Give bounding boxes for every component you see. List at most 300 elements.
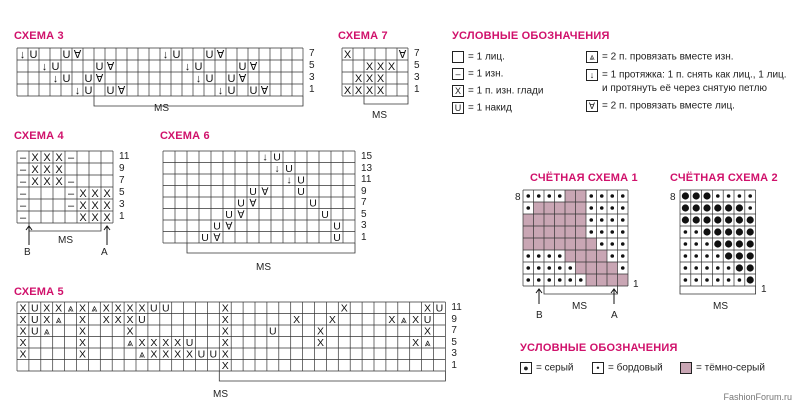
schema-7-stitch: X — [365, 61, 374, 73]
schema-5-stitch: X — [174, 337, 182, 349]
counting-2-burgundy-dot — [684, 278, 688, 282]
legend-skp-line2: и протянуть её через снятую петлю — [602, 83, 767, 94]
schema-3-stitch: U — [84, 85, 93, 97]
schema-4-stitch: – — [19, 152, 27, 164]
schema-7-stitch: ∀ — [398, 49, 407, 61]
schema-5-stitch: X — [78, 348, 86, 361]
schema-5-stitch: X — [126, 302, 134, 315]
counting-2-gray-dot — [736, 264, 743, 271]
counting-1-burgundy-dot — [621, 242, 625, 246]
legend-darkgray: = тёмно-серый — [680, 362, 765, 375]
schema-4-b-label: B — [24, 247, 31, 258]
counting-1-burgundy-dot — [558, 194, 562, 198]
schema-6-stitch: U — [249, 186, 257, 198]
counting-1-a-label: A — [611, 310, 618, 321]
schema-5-stitch: ⩓ — [138, 348, 145, 361]
counting-2-gray-dot — [725, 228, 732, 235]
counting-1-darkgray-cell — [523, 226, 534, 238]
schema-5-stitch: X — [19, 348, 27, 361]
schema-5-stitch: ⩓ — [43, 325, 50, 338]
schema-3-row-3: 3 — [309, 72, 315, 83]
schema-3-stitch: ↓ — [184, 61, 191, 73]
counting-1-b-label: B — [536, 310, 543, 321]
counting-1-darkgray-cell — [576, 250, 587, 262]
schema-5-stitch: X — [150, 337, 158, 349]
counting-1-darkgray-cell — [565, 238, 576, 250]
schema-6-ms-bracket — [187, 243, 355, 253]
schema-4-ms-bracket — [29, 223, 101, 231]
schema-4-stitch: X — [31, 164, 39, 176]
counting-2-gray-dot — [736, 204, 743, 211]
schema-4-stitch: X — [79, 212, 87, 224]
schema-5-stitch: X — [43, 302, 51, 315]
schema-5-stitch: U — [185, 337, 194, 349]
counting-1-burgundy-dot — [547, 194, 551, 198]
schema-4-stitch: X — [43, 176, 51, 188]
schema-4-stitch: X — [31, 176, 39, 188]
counting-1-darkgray-cell — [576, 262, 587, 274]
small-dot-icon: • — [592, 362, 604, 374]
counting-2-gray-dot — [747, 216, 754, 223]
schema-5-stitch: X — [43, 314, 51, 326]
schema-6-stitch: U — [273, 151, 281, 164]
schema-5-row-3: 3 — [451, 348, 457, 359]
schema-5-stitch: X — [126, 325, 134, 338]
schema-5-stitch: U — [435, 302, 444, 315]
schema-5-stitch: X — [293, 314, 301, 326]
schema-5-stitch: X — [78, 337, 86, 349]
schema-4-stitch: – — [67, 152, 75, 164]
counting-2-burgundy-dot — [694, 278, 698, 282]
counting-1-darkgray-cell — [597, 262, 608, 274]
counting-2-burgundy-dot — [716, 194, 720, 198]
counting-2-gray-dot — [725, 252, 732, 259]
schema-5-title: СХЕМА 5 — [14, 286, 64, 298]
v-arrow-symbol-icon: ∀ — [586, 100, 598, 112]
schema-6-stitch: U — [285, 163, 293, 175]
schema-5-stitch: X — [78, 302, 86, 315]
schema-7-stitch: X — [365, 85, 374, 97]
counting-2-ms-label: MS — [713, 301, 728, 312]
counting-1-burgundy-dot — [621, 266, 625, 270]
schema-6-row-1: 1 — [361, 231, 367, 243]
counting-2-row-8: 8 — [670, 192, 676, 203]
schema-5-stitch: U — [423, 314, 432, 326]
schema-4-stitch: X — [79, 200, 87, 212]
schema-5-stitch: X — [19, 302, 27, 315]
schema-7-stitch: X — [343, 85, 352, 97]
schema-3-stitch: U — [227, 73, 236, 85]
schema-3-stitch: U — [205, 73, 214, 85]
counting-1-burgundy-dot — [610, 218, 614, 222]
schema-5-stitch: U — [209, 348, 218, 361]
schema-6-stitch: ∀ — [213, 232, 221, 244]
counting-1-darkgray-cell — [576, 214, 587, 226]
counting-1-burgundy-dot — [547, 266, 551, 270]
schema-5-stitch: X — [221, 314, 229, 326]
schema-4-stitch: – — [19, 212, 27, 224]
schema-6-stitch: U — [333, 220, 341, 233]
schema-5-stitch: ⩓ — [127, 337, 134, 349]
schema-7-stitch: X — [387, 61, 396, 73]
counting-1-burgundy-dot — [568, 278, 572, 282]
counting-1-darkgray-cell — [555, 226, 566, 238]
counting-1-burgundy-dot — [600, 218, 604, 222]
schema-5-stitch: X — [19, 337, 27, 349]
counting-1-burgundy-dot — [526, 194, 530, 198]
schema-3-stitch: ↓ — [74, 85, 81, 97]
schema-5-stitch: ⩓ — [67, 302, 74, 315]
counting-2-burgundy-dot — [727, 278, 731, 282]
schema-3-stitch: U — [62, 73, 71, 85]
schema-4-stitch: – — [19, 200, 27, 212]
counting-2-gray-dot — [736, 216, 743, 223]
schema-6-row-9: 9 — [361, 185, 367, 197]
counting-1-burgundy-dot — [600, 230, 604, 234]
counting-1-burgundy-dot — [600, 206, 604, 210]
counting-2-gray-dot — [682, 192, 689, 199]
schema-6-ms-label: MS — [256, 262, 271, 273]
schema-4-ms-label: MS — [58, 235, 73, 246]
counting-2-gray-dot — [714, 240, 721, 247]
schema-3-stitch: ∀ — [238, 73, 247, 85]
counting-1-burgundy-dot — [589, 218, 593, 222]
counting-schema-1-title: СЧЁТНАЯ СХЕМА 1 — [530, 172, 638, 184]
counting-2-ms-bracket — [680, 286, 756, 294]
counting-1-darkgray-cell — [544, 226, 555, 238]
schema-6-stitch: U — [297, 174, 305, 187]
counting-1-burgundy-dot — [610, 194, 614, 198]
schema-4-stitch: X — [91, 188, 99, 200]
schema-3-stitch: U — [172, 49, 181, 61]
schema-5-ms-label: MS — [213, 389, 228, 400]
counting-2-burgundy-dot — [738, 278, 742, 282]
schema-4-row-7: 7 — [119, 175, 125, 186]
schema-5-stitch: U — [197, 348, 206, 361]
counting-1-darkgray-cell — [565, 250, 576, 262]
counting-1-darkgray-cell — [586, 274, 597, 286]
schema-3-ms-label: MS — [154, 103, 169, 114]
counting-2-gray-dot — [736, 228, 743, 235]
schema-5-row-7: 7 — [451, 325, 457, 336]
counting-2-gray-dot — [703, 216, 710, 223]
counting-1-darkgray-cell — [565, 226, 576, 238]
counting-2-gray-dot — [693, 216, 700, 223]
counting-1-burgundy-dot — [537, 254, 541, 258]
schema-3-row-7: 7 — [309, 48, 315, 59]
schema-5-stitch: X — [412, 314, 420, 326]
schema-3-stitch: ∀ — [260, 85, 269, 97]
schema-3-row-5: 5 — [309, 60, 315, 71]
counting-2-burgundy-dot — [748, 206, 752, 210]
legend-purl: – = 1 изн. — [452, 68, 503, 81]
schema-5-stitch: X — [186, 348, 194, 361]
counting-2-gray-dot — [703, 192, 710, 199]
yarn-over-symbol-icon: U — [452, 102, 464, 114]
counting-1-burgundy-dot — [568, 266, 572, 270]
schema-5-stitch: X — [162, 348, 170, 361]
counting-1-darkgray-cell — [597, 274, 608, 286]
counting-2-burgundy-dot — [694, 242, 698, 246]
counting-2-burgundy-dot — [705, 278, 709, 282]
schema-6-stitch: U — [237, 197, 245, 210]
schema-4-stitch: X — [79, 188, 87, 200]
schema-4-row-11: 11 — [119, 151, 130, 162]
counting-1-row-1: 1 — [633, 279, 639, 290]
schema-4-stitch: – — [19, 176, 27, 188]
schema-5-stitch: X — [221, 337, 229, 349]
counting-1-burgundy-dot — [610, 242, 614, 246]
schema-3-stitch: U — [62, 49, 71, 61]
schema-4-a-label: A — [101, 247, 108, 258]
schema-5-row-1: 1 — [451, 359, 457, 371]
counting-1-darkgray-cell — [586, 238, 597, 250]
counting-2-gray-dot — [714, 204, 721, 211]
schema-4-stitch: – — [67, 176, 75, 188]
counting-1-ms-label: MS — [572, 301, 587, 312]
schema-4-stitch: X — [103, 200, 111, 212]
counting-1-darkgray-cell — [597, 250, 608, 262]
schema-3-stitch: ∀ — [117, 85, 126, 97]
schema-7-stitch: X — [376, 85, 385, 97]
schema-3-stitch: U — [95, 61, 104, 73]
schema-6-stitch: ↓ — [274, 163, 280, 175]
counting-2-burgundy-dot — [694, 230, 698, 234]
counting-1-burgundy-dot — [537, 278, 541, 282]
counting-1-darkgray-cell — [565, 202, 576, 214]
schema-6-stitch: ∀ — [261, 186, 269, 198]
schema-6-stitch: ↓ — [262, 151, 268, 164]
counting-1-burgundy-dot — [621, 230, 625, 234]
counting-2-burgundy-dot — [727, 194, 731, 198]
counting-2-gray-dot — [682, 216, 689, 223]
schema-7-row-1: 1 — [414, 84, 420, 95]
schema-3-stitch: U — [227, 85, 236, 97]
schema-5-stitch: X — [316, 337, 324, 349]
schema-5-stitch: X — [162, 337, 170, 349]
schema-5-stitch: X — [340, 302, 348, 315]
counting-2-burgundy-dot — [684, 254, 688, 258]
schema-3-stitch: U — [106, 85, 115, 97]
counting-1-burgundy-dot — [621, 194, 625, 198]
schema-6-stitch: ∀ — [225, 220, 233, 233]
schema-5-row-5: 5 — [451, 336, 457, 348]
schema-5-stitch: X — [126, 314, 134, 326]
schema-5-stitch: U — [269, 325, 277, 338]
counting-2-gray-dot — [703, 204, 710, 211]
counting-1-darkgray-cell — [586, 262, 597, 274]
counting-1-burgundy-dot — [610, 254, 614, 258]
counting-1-burgundy-dot — [526, 254, 530, 258]
triangle-symbol-icon: ⩓ — [586, 51, 598, 63]
counting-1-darkgray-cell — [607, 262, 618, 274]
schema-4-title: СХЕМА 4 — [14, 130, 64, 142]
counting-1-burgundy-dot — [526, 266, 530, 270]
counting-2-gray-dot — [703, 228, 710, 235]
schema-5-stitch: ⩓ — [91, 302, 98, 315]
schema-5-stitch: U — [31, 314, 39, 326]
schema-6-row-13: 13 — [361, 162, 373, 174]
counting-2-gray-dot — [714, 228, 721, 235]
schema-3-stitch: U — [29, 49, 38, 61]
counting-1-burgundy-dot — [558, 254, 562, 258]
counting-2-burgundy-dot — [738, 194, 742, 198]
counting-2-gray-dot — [725, 204, 732, 211]
schema-5-stitch: X — [316, 325, 324, 338]
schema-3-row-1: 1 — [309, 84, 315, 95]
schema-5-stitch: X — [138, 337, 146, 349]
counting-2-burgundy-dot — [684, 242, 688, 246]
counting-1-burgundy-dot — [558, 266, 562, 270]
schema-6-stitch: U — [297, 186, 305, 198]
counting-1-darkgray-cell — [576, 190, 587, 202]
schema-4-stitch: X — [31, 152, 39, 164]
schema-4-stitch: X — [43, 152, 51, 164]
schema-3-ms-bracket — [94, 96, 303, 106]
schema-7-title: СХЕМА 7 — [338, 30, 388, 42]
schema-5-stitch: X — [19, 314, 27, 326]
schema-4-row-5: 5 — [119, 187, 125, 198]
counting-2-row-1: 1 — [761, 284, 767, 295]
schema-5-stitch: X — [424, 302, 432, 315]
schema-5-stitch: X — [221, 348, 229, 361]
counting-2-burgundy-dot — [716, 254, 720, 258]
schema-6-stitch: ∀ — [249, 197, 257, 210]
legend-title: УСЛОВНЫЕ ОБОЗНАЧЕНИЯ — [452, 30, 610, 42]
schema-6-stitch: U — [333, 232, 341, 244]
counting-1-darkgray-cell — [544, 238, 555, 250]
schema-3-stitch: ∀ — [106, 61, 115, 73]
schema-5-stitch: X — [114, 302, 122, 315]
counting-2-gray-dot — [747, 252, 754, 259]
schema-6-stitch: U — [321, 209, 329, 221]
schema-6-row-5: 5 — [361, 208, 367, 220]
schema-5-stitch: ⩓ — [55, 314, 62, 326]
schema-4-stitch: – — [19, 164, 27, 176]
schema-3-stitch: ∀ — [216, 49, 225, 61]
schema-5-row-9: 9 — [451, 313, 457, 325]
schema-4-stitch: X — [91, 200, 99, 212]
schema-3-stitch: ∀ — [95, 73, 104, 85]
counting-2-burgundy-dot — [694, 266, 698, 270]
counting-1-darkgray-cell — [534, 202, 545, 214]
schema-3-stitch: U — [249, 85, 258, 97]
legend-twisted: X = 1 п. изн. глади — [452, 85, 543, 98]
schema-4-stitch: – — [19, 188, 27, 200]
counting-1-darkgray-cell — [576, 238, 587, 250]
schema-4-row-1: 1 — [119, 211, 125, 222]
schema-5-stitch: U — [31, 302, 39, 315]
counting-1-ms-bracket — [544, 286, 618, 294]
schema-5-stitch: ⩓ — [424, 337, 431, 349]
schema-6-row-11: 11 — [361, 174, 372, 185]
legend-knit: = 1 лиц. — [452, 51, 505, 64]
counting-2-burgundy-dot — [748, 194, 752, 198]
counting-2-burgundy-dot — [684, 266, 688, 270]
schema-7-stitch: X — [354, 85, 363, 97]
counting-2-gray-dot — [747, 240, 754, 247]
schema-6-row-15: 15 — [361, 151, 373, 162]
schema-6-stitch: ↓ — [286, 174, 292, 187]
schema-3-stitch: ↓ — [41, 61, 48, 73]
counting-2-gray-dot — [725, 216, 732, 223]
counting-1-darkgray-cell — [523, 238, 534, 250]
schema-5-stitch: ⩓ — [400, 314, 407, 326]
schema-3-stitch: U — [194, 61, 203, 73]
schema-5-stitch: X — [138, 302, 146, 315]
schema-4-stitch: – — [67, 188, 75, 200]
counting-2-gray-dot — [747, 276, 754, 283]
counting-1-burgundy-dot — [621, 218, 625, 222]
schema-5-stitch: X — [78, 325, 86, 338]
schema-5-stitch: X — [221, 302, 229, 315]
counting-2-gray-dot — [714, 216, 721, 223]
counting-2-gray-dot — [693, 204, 700, 211]
counting-1-burgundy-dot — [589, 230, 593, 234]
schema-4-row-3: 3 — [119, 199, 125, 210]
counting-1-darkgray-cell — [618, 274, 629, 286]
counting-2-burgundy-dot — [705, 254, 709, 258]
counting-schema-2-title: СЧЁТНАЯ СХЕМА 2 — [670, 172, 778, 184]
counting-2-gray-dot — [682, 204, 689, 211]
counting-1-burgundy-dot — [547, 254, 551, 258]
schema-5-stitch: U — [31, 325, 39, 338]
schema-3-stitch: ↓ — [19, 49, 26, 61]
schema-4-stitch: X — [103, 188, 111, 200]
schema-5-stitch: X — [174, 348, 182, 361]
schema-7-row-7: 7 — [414, 48, 420, 59]
schema-3-stitch: ∀ — [73, 49, 82, 61]
schema-5-stitch: X — [19, 325, 27, 338]
schema-6-title: СХЕМА 6 — [160, 130, 210, 142]
counting-1-darkgray-cell — [534, 238, 545, 250]
counting-2-gray-dot — [747, 264, 754, 271]
schema-6-stitch: U — [201, 232, 209, 244]
counting-1-darkgray-cell — [544, 214, 555, 226]
counting-2-gray-dot — [747, 228, 754, 235]
schema-7-row-5: 5 — [414, 60, 420, 71]
schema-3-stitch: ↓ — [195, 73, 202, 85]
schema-4-stitch: – — [67, 200, 75, 212]
counting-1-burgundy-dot — [600, 194, 604, 198]
counting-1-darkgray-cell — [544, 202, 555, 214]
counting-1-burgundy-dot — [621, 254, 625, 258]
schema-4-row-9: 9 — [119, 163, 125, 174]
counting-1-darkgray-cell — [534, 214, 545, 226]
schema-3-stitch: U — [84, 73, 93, 85]
schema-5-row-11: 11 — [451, 302, 462, 313]
legend-gray: ● = серый — [520, 362, 574, 375]
counting-1-burgundy-dot — [621, 206, 625, 210]
schema-5-stitch: X — [55, 302, 63, 315]
large-dot-icon: ● — [520, 362, 532, 374]
schema-7-stitch: X — [343, 49, 352, 61]
counting-2-gray-dot — [736, 240, 743, 247]
counting-1-burgundy-dot — [537, 266, 541, 270]
schema-4-stitch: X — [91, 212, 99, 224]
arrow-down-symbol-icon: ↓ — [586, 69, 598, 81]
counting-1-darkgray-cell — [565, 190, 576, 202]
schema-4-stitch: X — [55, 176, 63, 188]
counting-1-darkgray-cell — [555, 202, 566, 214]
counting-1-darkgray-cell — [565, 214, 576, 226]
schema-7-stitch: X — [376, 61, 385, 73]
schema-7-stitch: X — [376, 73, 385, 85]
counting-1-darkgray-cell — [555, 238, 566, 250]
counting-1-darkgray-cell — [534, 226, 545, 238]
counting-2-gray-dot — [725, 240, 732, 247]
counting-2-burgundy-dot — [684, 230, 688, 234]
